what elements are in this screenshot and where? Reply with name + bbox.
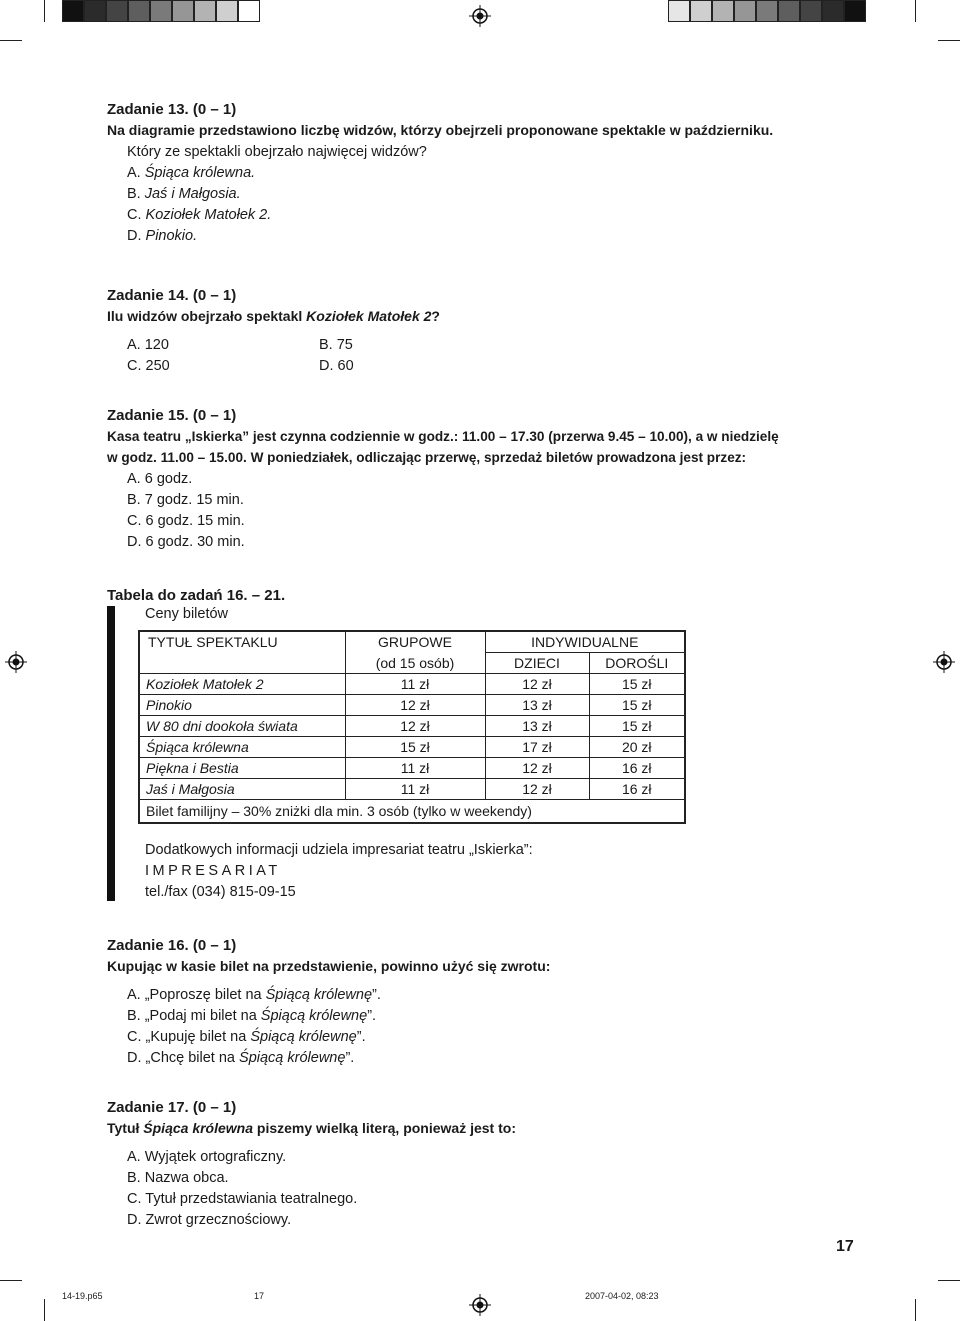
- registration-mark-icon: [933, 651, 955, 673]
- task-16: [107, 936, 550, 1069]
- table-row: Piękna i Bestia 11 zł 12 zł 16 zł: [139, 758, 685, 779]
- task-17-option-c[interactable]: C. Tytuł przedstawiania teatralnego.: [127, 1191, 358, 1207]
- slug-date: 2007-04-02, 08:23: [585, 1291, 659, 1301]
- task-14: [107, 286, 440, 377]
- task-17-question: Tytuł Śpiąca królewna piszemy wielką literą, ponieważ jest to:: [107, 1120, 516, 1136]
- task-17-option-a[interactable]: A. Wyjątek ortograficzny.: [127, 1149, 287, 1165]
- task-16-option-a[interactable]: A. „Poproszę bilet na Śpiącą królewnę”.: [127, 987, 381, 1003]
- table-row: Koziołek Matołek 2 11 zł 12 zł 15 zł: [139, 674, 685, 695]
- task-15-line-2: w godz. 11.00 – 15.00. W poniedziałek, odliczając przerwę, sprzedaż biletów prowadzona jest przez:: [107, 450, 747, 465]
- task-13-title: Zadanie 13. (0 – 1): [107, 101, 237, 118]
- task-16-title: Zadanie 16. (0 – 1): [107, 937, 237, 954]
- task-15-option-b[interactable]: B. 7 godz. 15 min.: [127, 492, 244, 508]
- info-block: [145, 840, 533, 903]
- task-13-option-d[interactable]: D. Pinokio.: [127, 228, 198, 244]
- task-16-option-c[interactable]: C. „Kupuję bilet na Śpiącą królewnę”.: [127, 1029, 366, 1045]
- info-phone: tel./fax (034) 815-09-15: [145, 884, 296, 900]
- table-subtitle: Ceny biletów: [145, 606, 229, 622]
- info-line: Dodatkowych informacji udziela impresariat teatru „Iskierka”:: [145, 842, 533, 858]
- task-14-option-b[interactable]: B. 75: [319, 337, 353, 353]
- task-15-option-d[interactable]: D. 6 godz. 30 min.: [127, 534, 245, 550]
- crop-mark-bottom-left-v: [44, 1299, 45, 1321]
- task-16-question: Kupując w kasie bilet na przedstawienie, powinno użyć się zwrotu:: [107, 958, 551, 974]
- task-17-option-d[interactable]: D. Zwrot grzecznościowy.: [127, 1212, 292, 1228]
- task-13-option-c[interactable]: C. Koziołek Matołek 2.: [127, 207, 272, 223]
- task-15-option-a[interactable]: A. 6 godz.: [127, 471, 193, 487]
- task-13-option-b[interactable]: B. Jaś i Małgosia.: [127, 186, 241, 202]
- task-15-title: Zadanie 15. (0 – 1): [107, 407, 237, 424]
- task-15: [107, 406, 779, 553]
- crop-mark-top-right-h: [938, 40, 960, 41]
- header-children: DZIECI: [485, 653, 589, 674]
- task-14-option-d[interactable]: D. 60: [319, 358, 354, 374]
- registration-mark-icon: [469, 5, 491, 27]
- header-adults: DOROŚLI: [589, 653, 685, 674]
- registration-mark-icon: [5, 651, 27, 673]
- task-13-intro: Na diagramie przedstawiono liczbę widzów, którzy obejrzeli proponowane spektakle w październiku.: [107, 122, 774, 138]
- table-row: Pinokio 12 zł 13 zł 15 zł: [139, 695, 685, 716]
- slug-page: 17: [254, 1291, 265, 1301]
- table-row: Jaś i Małgosia 11 zł 12 zł 16 zł: [139, 779, 685, 800]
- crop-mark-top-left-h: [0, 40, 22, 41]
- registration-mark-icon: [469, 1294, 491, 1316]
- price-table: [138, 630, 686, 824]
- slug-file: 14-19.p65: [62, 1291, 103, 1301]
- task-17-title: Zadanie 17. (0 – 1): [107, 1099, 237, 1116]
- task-16-option-b[interactable]: B. „Podaj mi bilet na Śpiącą królewnę”.: [127, 1008, 377, 1024]
- crop-mark-bottom-right-v: [915, 1299, 916, 1321]
- header-title: TYTUŁ SPEKTAKLU: [148, 634, 278, 651]
- task-17: [107, 1098, 516, 1231]
- task-14-option-a[interactable]: A. 120: [127, 337, 169, 353]
- table-row-family: Bilet familijny – 30% zniżki dla min. 3 osób (tylko w weekendy): [139, 800, 685, 823]
- header-group: GRUPOWE: [345, 631, 485, 653]
- task-14-title: Zadanie 14. (0 – 1): [107, 287, 237, 304]
- grayscale-bar-left: [62, 0, 260, 22]
- task-16-option-d[interactable]: D. „Chcę bilet na Śpiącą królewnę”.: [127, 1050, 355, 1066]
- header-group-sub: (od 15 osób): [345, 653, 485, 674]
- sidebar-accent-bar: [107, 606, 115, 901]
- crop-mark-bottom-left-h: [0, 1280, 22, 1281]
- task-13: [107, 100, 773, 247]
- task-17-option-b[interactable]: B. Nazwa obca.: [127, 1170, 229, 1186]
- crop-mark-top-left-v: [44, 0, 45, 22]
- task-13-option-a[interactable]: A. Śpiąca królewna.: [127, 165, 256, 181]
- table-row: W 80 dni dookoła świata 12 zł 13 zł 15 zł: [139, 716, 685, 737]
- task-15-line-1: Kasa teatru „Iskierka” jest czynna codziennie w godz.: 11.00 – 17.30 (przerwa 9.45 – 10.00), a w niedzielę: [107, 429, 779, 444]
- header-individual: INDYWIDUALNE: [485, 631, 685, 653]
- task-14-option-c[interactable]: C. 250: [127, 358, 170, 374]
- table-section-title: Tabela do zadań 16. – 21.: [107, 587, 286, 604]
- task-13-question: Który ze spektakli obejrzało najwięcej widzów?: [127, 144, 427, 160]
- crop-mark-bottom-right-h: [938, 1280, 960, 1281]
- crop-mark-top-right-v: [915, 0, 916, 22]
- task-15-option-c[interactable]: C. 6 godz. 15 min.: [127, 513, 245, 529]
- task-14-question: Ilu widzów obejrzało spektakl Koziołek Matołek 2?: [107, 308, 440, 324]
- info-name: IMPRESARIAT: [145, 863, 281, 879]
- grayscale-bar-right: [668, 0, 866, 22]
- page-number: 17: [836, 1238, 854, 1255]
- table-row: Śpiąca królewna 15 zł 17 zł 20 zł: [139, 737, 685, 758]
